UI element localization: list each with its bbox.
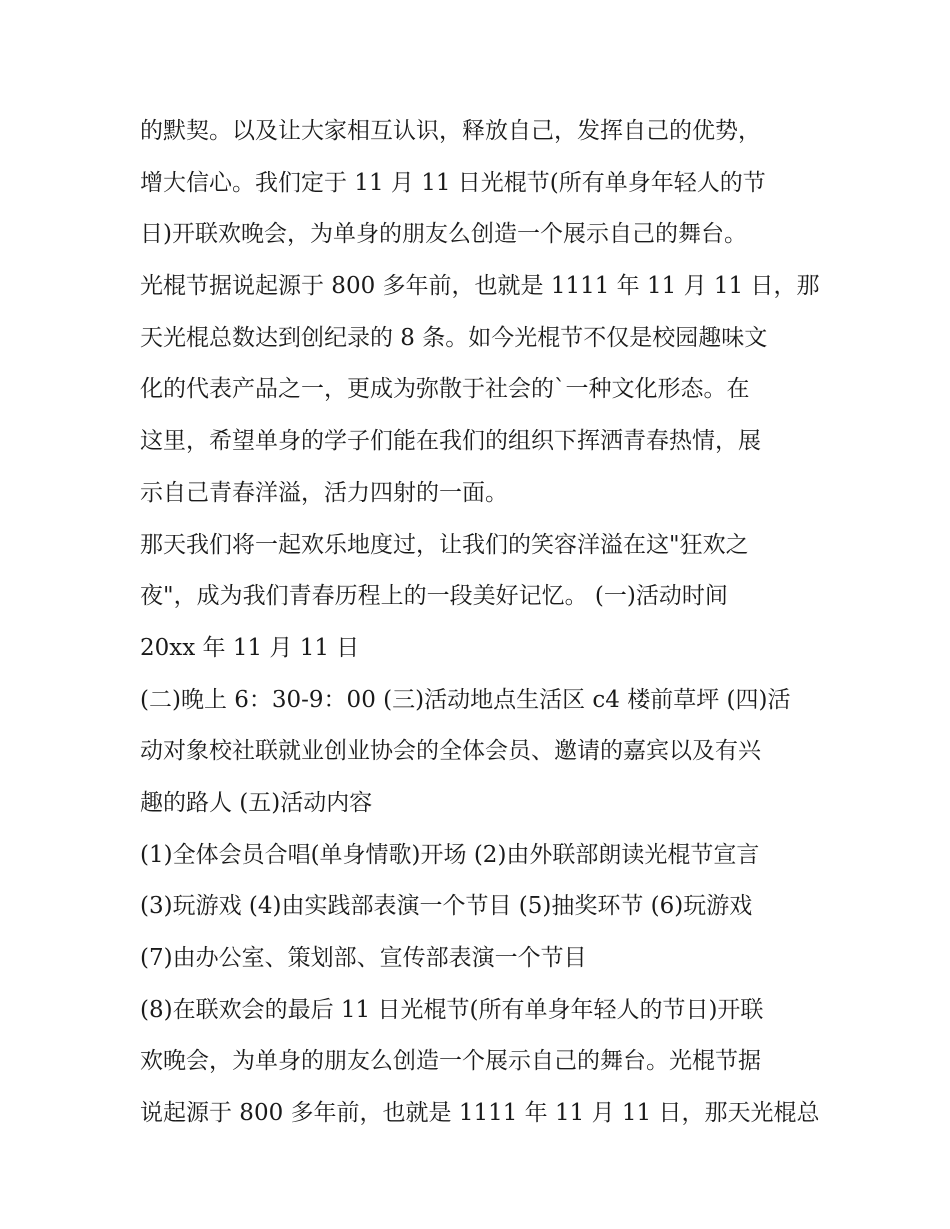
text-line: 夜"，成为我们青春历程上的一段美好记忆。 (一)活动时间 — [140, 583, 728, 610]
text-line: 天光棍总数达到创纪录的 8 条。如今光棍节不仅是校园趣味文 — [140, 324, 768, 351]
document-body — [140, 106, 830, 1140]
text-line: 20xx 年 11 月 11 日 — [140, 634, 360, 661]
text-line: 说起源于 800 多年前，也就是 1111 年 11 月 11 日，那天光棍总 — [140, 1100, 820, 1127]
text-line: 增大信心。我们定于 11 月 11 日光棍节(所有单身年轻人的节 — [140, 169, 766, 196]
text-line: 日)开联欢晚会，为单身的朋友么创造一个展示自己的舞台。 — [140, 221, 747, 248]
text-line: 这里，希望单身的学子们能在我们的组织下挥洒青春热情，展 — [140, 428, 761, 455]
text-line: 动对象校社联就业创业协会的全体会员、邀请的嘉宾以及有兴 — [140, 738, 761, 765]
text-line: (二)晚上 6：30-9：00 (三)活动地点生活区 c4 楼前草坪 (四)活 — [140, 686, 791, 713]
text-line: (1)全体会员合唱(单身情歌)开场 (2)由外联部朗读光棍节宣言 — [140, 841, 760, 868]
text-line: (7)由办公室、策划部、宣传部表演一个节目 — [140, 945, 587, 971]
text-line: 欢晚会，为单身的朋友么创造一个展示自己的舞台。光棍节据 — [140, 1048, 761, 1075]
text-line: 那天我们将一起欢乐地度过，让我们的笑容洋溢在这"狂欢之 — [140, 531, 749, 558]
text-line: (3)玩游戏 (4)由实践部表演一个节目 (5)抽奖环节 (6)玩游戏 — [140, 893, 753, 920]
text-line: 的默契。以及让大家相互认识，释放自己，发挥自己的优势， — [140, 118, 761, 144]
text-line: 示自己青春洋溢，活力四射的一面。 — [140, 479, 508, 506]
text-line: (8)在联欢会的最后 11 日光棍节(所有单身年轻人的节日)开联 — [140, 996, 764, 1023]
text-line: 光棍节据说起源于 800 多年前，也就是 1111 年 11 月 11 日，那 — [140, 273, 820, 300]
text-line: 化的代表产品之一，更成为弥散于社会的`一种文化形态。在 — [140, 376, 750, 403]
text-line: 趣的路人 (五)活动内容 — [140, 789, 373, 816]
